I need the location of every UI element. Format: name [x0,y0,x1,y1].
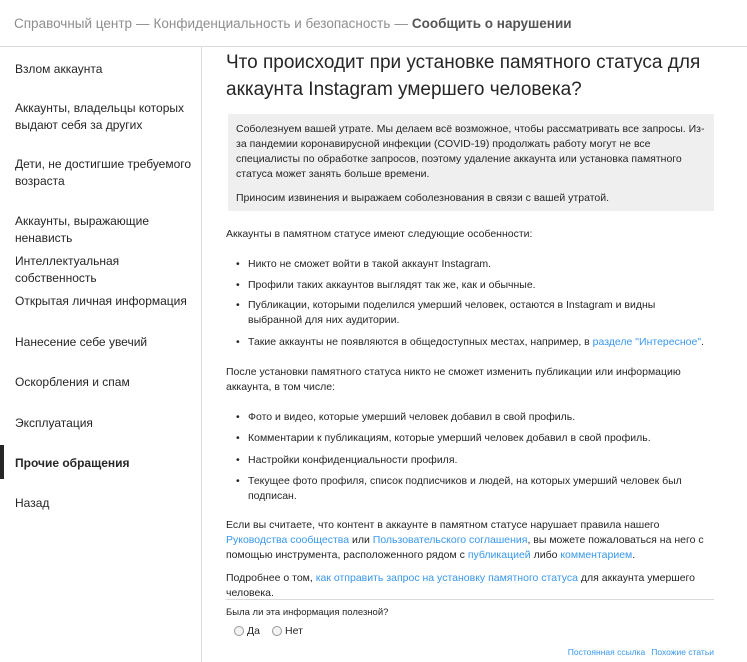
feature-text: Такие аккаунты не появляются в общедоступных местах, например, в [248,336,593,348]
sidebar-item-hate-accounts[interactable]: Аккаунты, выражающие ненависть [15,214,150,245]
feedback-no-radio[interactable] [272,626,282,636]
sidebar-nav [0,47,202,662]
feedback-no-option[interactable] [272,625,303,637]
feature-item: • Никто не сможет войти в такой аккаунт Instagram. [236,257,706,272]
sidebar-item-abuse-spam[interactable]: Оскорбления и спам [15,375,130,389]
report-text: Если вы считаете, что контент в аккаунте в памятном статусе нарушает правила нашего [226,519,660,531]
sidebar-item-impersonation[interactable]: Аккаунты, владельцы которых выдают себя за других [15,101,184,132]
feedback-yes-radio[interactable] [234,626,244,636]
report-text: . [632,549,636,561]
divider [226,599,714,600]
feature-item: • Профили таких аккаунтов выглядят так же, как и обычные. [236,278,706,293]
feature-item: • Такие аккаунты не появляются в общедоступных местах, например, в разделе "Интересное". [236,335,706,350]
breadcrumb-help-center[interactable]: Справочный центр [14,16,133,31]
permalink-link[interactable]: Постоянная ссылка [567,647,646,657]
report-paragraph [226,518,716,563]
article-title: Что происходит при установке памятного статуса для аккаунта Instagram умершего человека? [226,52,701,100]
memorialization-request-link[interactable]: как отправить запрос на установку памятного статуса [315,572,578,584]
report-text: или [349,534,373,546]
sidebar-item-account-hacked[interactable]: Взлом аккаунта [15,62,103,76]
feedback-yes-label: Да [247,625,260,637]
breadcrumb-separator: — [136,16,150,31]
sidebar-item-back[interactable]: Назад [15,496,50,510]
sidebar-item-intellectual-property[interactable]: Интеллектуальная собственность [15,254,120,285]
feedback-no-label: Нет [285,625,303,637]
notice-paragraph: Соболезнуем вашей утрате. Мы делаем всё возможное, чтобы рассматривать все запросы. Из-за пандемии коронавирусной инфекции (COVID-19) продолжать работу могут не все специалисты по обработке запросов, поэтому удаление аккаунта или установка памятного статуса может занять больше времени. [236,123,705,180]
terms-of-use-link[interactable]: Пользовательского соглашения [372,534,528,546]
explore-section-link[interactable]: разделе "Интересное" [592,336,702,348]
locked-item: • Настройки конфиденциальности профиля. [236,453,706,468]
feedback-yes-option[interactable] [234,625,260,637]
sidebar-item-private-info[interactable]: Открытая личная информация [15,294,187,308]
breadcrumb-current: Сообщить о нарушении [411,16,572,31]
sidebar-item-underage[interactable]: Дети, не достигшие требуемого возраста [15,157,192,188]
more-text: Подробнее о том, [226,572,316,584]
locked-item: • Комментарии к публикациям, которые умерший человек добавил в свой профиль. [236,431,706,446]
feedback-question: Была ли эта информация полезной? [226,607,389,618]
breadcrumb-privacy-security[interactable]: Конфиденциальность и безопасность [153,16,391,31]
related-articles-link[interactable]: Похожие статьи [651,647,714,657]
feature-item: • Публикации, которыми поделился умерший человек, остаются в Instagram и видны выбранной для них аудитории. [236,298,706,328]
features-intro: Аккаунты в памятном статусе имеют следующие особенности: [226,228,533,240]
more-info-paragraph [226,571,716,601]
article-footer-links [568,647,714,657]
locked-item: • Текущее фото профиля, список подписчиков и людей, на которых умерший человек был подписан. [236,474,706,504]
sidebar-item-exploitation[interactable]: Эксплуатация [15,416,93,430]
notice-paragraph: Приносим извинения и выражаем соболезнования в связи с вашей утратой. [236,192,610,204]
sidebar-item-other-requests[interactable]: Прочие обращения [15,456,130,470]
active-item-indicator [0,445,4,479]
covid-notice [228,114,714,211]
post-link[interactable]: публикацией [467,549,531,561]
breadcrumb [0,0,747,47]
community-guidelines-link[interactable]: Руководства сообщества [226,534,350,546]
after-memorial-intro: После установки памятного статуса никто не сможет изменить публикации или информацию аккаунта, в том числе: [226,366,681,393]
locked-item: • Фото и видео, которые умерший человек добавил в свой профиль. [236,410,706,425]
sidebar-item-self-injury[interactable]: Нанесение себе увечий [15,335,148,349]
breadcrumb-separator: — [394,16,408,31]
report-text: , вы можете пожаловаться на него с помощью инструмента, расположенного рядом с [226,534,704,561]
comment-link[interactable]: комментарием [560,549,633,561]
report-text: либо [530,549,561,561]
more-text: для аккаунта умершего человека. [226,572,695,599]
